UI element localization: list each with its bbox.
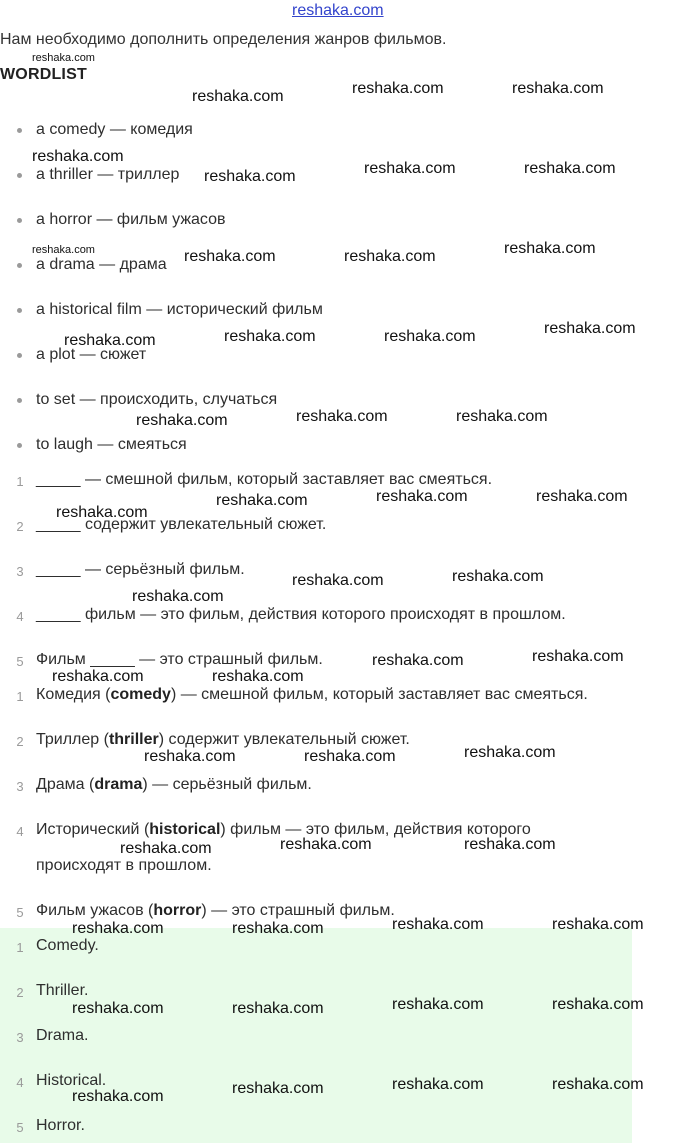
- item-number: 3: [16, 564, 24, 579]
- watermark: reshaka.com: [524, 160, 616, 177]
- bullet-icon: [17, 128, 22, 133]
- watermark: reshaka.com: [32, 244, 95, 256]
- watermark: reshaka.com: [232, 1080, 324, 1097]
- wordlist-item: a horror — фильм ужасов: [36, 211, 226, 228]
- item-number: 2: [16, 734, 24, 749]
- wordlist-heading: WORDLIST: [0, 66, 87, 83]
- watermark: reshaka.com: [184, 248, 276, 265]
- answer-item: Historical.: [36, 1072, 107, 1089]
- translation-item: Исторический (historical) фильм — это фильм, действия которого: [36, 821, 531, 838]
- watermark: reshaka.com: [136, 412, 228, 429]
- item-number: 4: [16, 1075, 24, 1090]
- exercise-item: _____ — смешной фильм, который заставляет вас смеяться.: [36, 471, 493, 488]
- wordlist-item: a thriller — триллер: [36, 166, 180, 183]
- watermark: reshaka.com: [224, 328, 316, 345]
- watermark: reshaka.com: [532, 648, 624, 665]
- item-number: 1: [16, 940, 24, 955]
- intro-text: Нам необходимо дополнить определения жанров фильмов.: [0, 31, 447, 48]
- bullet-icon: [17, 218, 22, 223]
- watermark: reshaka.com: [216, 492, 308, 509]
- answer-item: Drama.: [36, 1027, 89, 1044]
- exercise-item: _____ — серьёзный фильм.: [36, 561, 245, 578]
- watermark: reshaka.com: [232, 1000, 324, 1017]
- answers-panel: [0, 928, 632, 1143]
- watermark: reshaka.com: [392, 996, 484, 1013]
- wordlist-item: to set — происходить, случаться: [36, 391, 278, 408]
- bullet-icon: [17, 173, 22, 178]
- answer-item: Thriller.: [36, 982, 89, 999]
- item-number: 3: [16, 779, 24, 794]
- watermark: reshaka.com: [372, 652, 464, 669]
- watermark: reshaka.com: [144, 748, 236, 765]
- item-number: 5: [16, 1120, 24, 1135]
- wordlist-item: to laugh — смеяться: [36, 436, 187, 453]
- item-number: 3: [16, 1030, 24, 1045]
- wordlist-item: a historical film — исторический фильм: [36, 301, 323, 318]
- watermark: reshaka.com: [512, 80, 604, 97]
- watermark: reshaka.com: [544, 320, 636, 337]
- wordlist-item: a comedy — комедия: [36, 121, 193, 138]
- translation-item: Драма (drama) — серьёзный фильм.: [36, 776, 312, 793]
- watermark: reshaka.com: [364, 160, 456, 177]
- watermark: reshaka.com: [464, 744, 556, 761]
- watermark: reshaka.com: [392, 1076, 484, 1093]
- watermark: reshaka.com: [552, 916, 644, 933]
- watermark: reshaka.com: [292, 572, 384, 589]
- answer-item: Comedy.: [36, 937, 99, 954]
- item-number: 2: [16, 985, 24, 1000]
- watermark: reshaka.com: [52, 668, 144, 685]
- exercise-item: _____ фильм — это фильм, действия которого происходят в прошлом.: [36, 606, 566, 623]
- item-number: 1: [16, 689, 24, 704]
- wordlist-item: a plot — сюжет: [36, 346, 147, 363]
- watermark: reshaka.com: [192, 88, 284, 105]
- watermark: reshaka.com: [376, 488, 468, 505]
- answer-item: Horror.: [36, 1117, 85, 1134]
- watermark: reshaka.com: [232, 920, 324, 937]
- watermark: reshaka.com: [536, 488, 628, 505]
- site-link[interactable]: reshaka.com: [292, 2, 384, 19]
- translation-item: Фильм ужасов (horror) — это страшный фильм.: [36, 902, 395, 919]
- watermark: reshaka.com: [552, 996, 644, 1013]
- translation-item-continuation: происходят в прошлом.: [36, 857, 212, 874]
- translation-item: Комедия (comedy) — смешной фильм, который заставляет вас смеяться.: [36, 686, 588, 703]
- item-number: 2: [16, 519, 24, 534]
- watermark: reshaka.com: [72, 1088, 164, 1105]
- watermark: reshaka.com: [132, 588, 224, 605]
- item-number: 4: [16, 609, 24, 624]
- watermark: reshaka.com: [72, 1000, 164, 1017]
- bullet-icon: [17, 443, 22, 448]
- watermark: reshaka.com: [204, 168, 296, 185]
- watermark: reshaka.com: [504, 240, 596, 257]
- watermark: reshaka.com: [32, 148, 124, 165]
- watermark: reshaka.com: [72, 920, 164, 937]
- item-number: 1: [16, 474, 24, 489]
- bullet-icon: [17, 263, 22, 268]
- exercise-item: Фильм _____ — это страшный фильм.: [36, 651, 323, 668]
- item-number: 5: [16, 905, 24, 920]
- watermark: reshaka.com: [280, 836, 372, 853]
- bullet-icon: [17, 398, 22, 403]
- watermark: reshaka.com: [32, 52, 95, 64]
- watermark: reshaka.com: [552, 1076, 644, 1093]
- watermark: reshaka.com: [304, 748, 396, 765]
- watermark: reshaka.com: [384, 328, 476, 345]
- watermark: reshaka.com: [344, 248, 436, 265]
- watermark: reshaka.com: [212, 668, 304, 685]
- bullet-icon: [17, 308, 22, 313]
- watermark: reshaka.com: [464, 836, 556, 853]
- watermark: reshaka.com: [392, 916, 484, 933]
- exercise-item: _____ содержит увлекательный сюжет.: [36, 516, 327, 533]
- bullet-icon: [17, 353, 22, 358]
- item-number: 4: [16, 824, 24, 839]
- watermark: reshaka.com: [352, 80, 444, 97]
- watermark: reshaka.com: [296, 408, 388, 425]
- watermark: reshaka.com: [120, 840, 212, 857]
- watermark: reshaka.com: [56, 504, 148, 521]
- watermark: reshaka.com: [64, 332, 156, 349]
- translation-item: Триллер (thriller) содержит увлекательный сюжет.: [36, 731, 410, 748]
- wordlist-item: a drama — драма: [36, 256, 167, 273]
- watermark: reshaka.com: [452, 568, 544, 585]
- watermark: reshaka.com: [456, 408, 548, 425]
- item-number: 5: [16, 654, 24, 669]
